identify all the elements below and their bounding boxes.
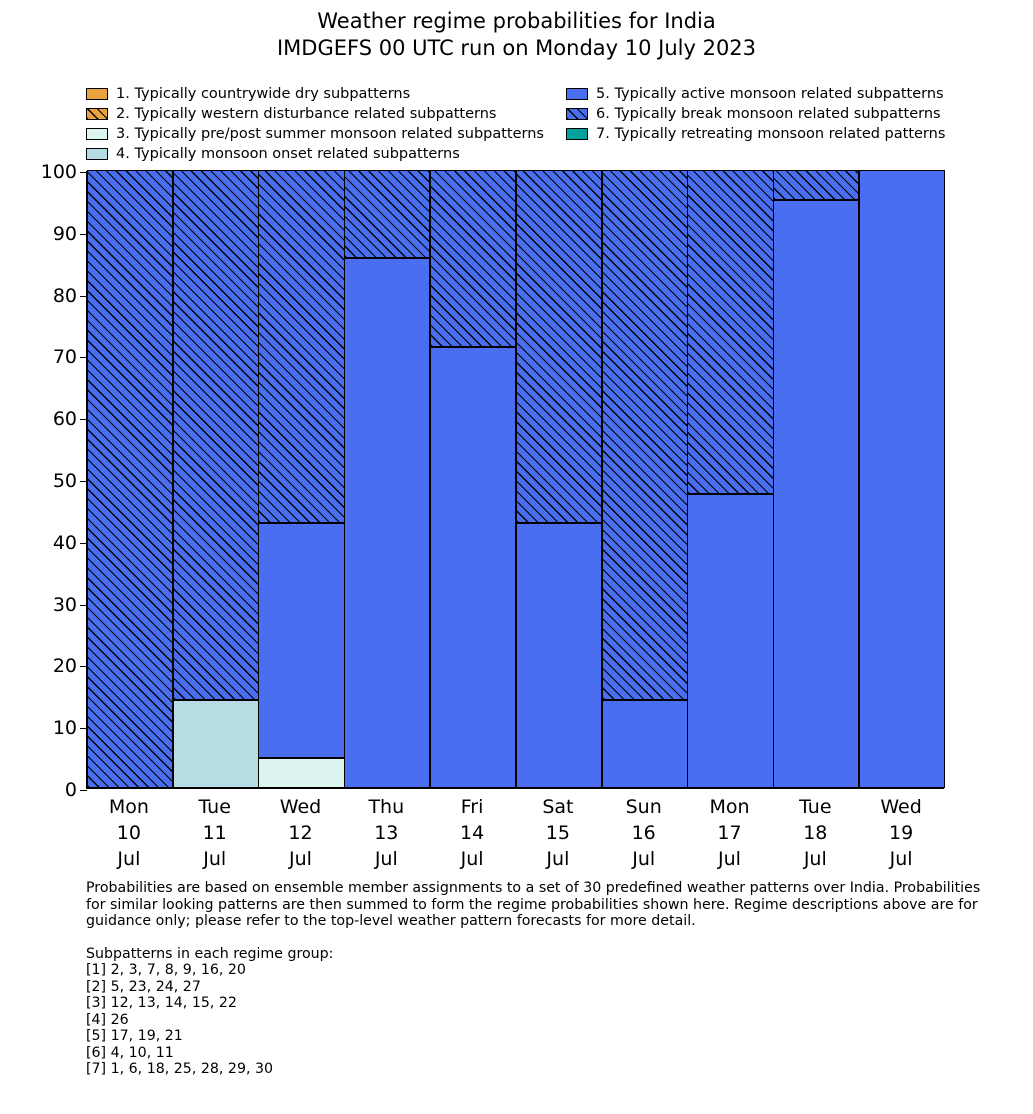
x-tick-day: Mon [709, 796, 750, 818]
bar-segment [430, 170, 516, 347]
subpattern-line: [5] 17, 19, 21 [86, 1028, 183, 1044]
y-tick-label-20: 20 [52, 655, 77, 678]
bar-segment [258, 170, 344, 523]
subpattern-line: [3] 12, 13, 14, 15, 22 [86, 995, 237, 1011]
x-tick-label [851, 794, 951, 872]
x-tick-month: Jul [117, 848, 141, 870]
subpattern-line: [4] 26 [86, 1011, 129, 1028]
x-tick-month: Jul [632, 848, 656, 870]
bar-segment [516, 170, 602, 523]
x-tick-date: 14 [460, 822, 485, 844]
x-tick-month: Jul [289, 848, 312, 870]
x-tick-day: Sun [625, 796, 662, 818]
legend-regime-1[interactable] [86, 84, 536, 104]
legend-column-right [566, 84, 1033, 144]
legend-regime-7-swatch [566, 128, 588, 140]
x-tick-day: Mon [108, 796, 149, 818]
y-tick-label-40: 40 [52, 531, 77, 554]
legend-regime-4-swatch [86, 148, 108, 160]
x-tick-date: 18 [803, 822, 828, 844]
x-tick-day: Wed [880, 796, 922, 818]
legend-regime-3-swatch [86, 128, 108, 140]
y-tick-label-10: 10 [52, 717, 77, 740]
bar-segment [602, 700, 688, 788]
bar-segment [258, 758, 344, 788]
bar-column[interactable] [87, 172, 173, 788]
x-tick-month: Jul [718, 848, 741, 870]
bar-column[interactable] [859, 172, 945, 788]
bar-segment [687, 170, 773, 494]
bar-segment [87, 170, 173, 788]
legend-regime-7-label: 7. Typically retreating monsoon related patterns [596, 126, 946, 142]
chart-title-line-1: Weather regime probabilities for India [317, 9, 716, 33]
x-tick-date: 19 [889, 822, 914, 844]
x-tick-day: Sat [542, 796, 574, 818]
y-tick-label-50: 50 [52, 470, 77, 492]
bar-segment [173, 700, 259, 788]
y-tick-label-90: 90 [52, 222, 77, 245]
x-tick-day: Fri [460, 796, 484, 818]
bar-segment [430, 347, 516, 788]
bar-segment [516, 523, 602, 788]
x-tick-day: Thu [368, 796, 405, 818]
x-tick-month: Jul [546, 848, 570, 870]
legend-regime-1-swatch [86, 88, 108, 100]
legend-regime-5-label: 5. Typically active monsoon related subpatterns [596, 86, 944, 102]
legend-regime-3[interactable] [86, 124, 544, 144]
y-tick-label-70: 70 [52, 346, 77, 369]
legend-column-left [86, 84, 544, 164]
x-tick-month: Jul [460, 848, 484, 870]
chart-title [0, 8, 1033, 62]
x-tick-month: Jul [889, 848, 913, 870]
x-tick-date: 17 [717, 822, 742, 844]
footnote-paragraph: Probabilities are based on ensemble member assignments to a set of 30 predefined weather patterns over India. Probabilities for similar looking patterns are then summed to form the regime probabilities shown here. Regime descriptions above are for guidance only; please refer to the top-level weather pattern forecasts for more detail. [86, 880, 981, 929]
y-tick-label-100: 100 [40, 161, 77, 183]
bar-segment [258, 523, 344, 758]
legend-regime-6-label: 6. Typically break monsoon related subpatterns [596, 106, 941, 122]
bar-column[interactable] [344, 172, 430, 788]
subpatterns-heading: Subpatterns in each regime group: [86, 945, 334, 962]
legend-regime-5[interactable] [566, 84, 1033, 104]
bar-segment [344, 258, 430, 788]
bar-segment [687, 494, 773, 788]
bar-segment [602, 170, 688, 700]
x-tick-date: 11 [202, 822, 227, 844]
legend-regime-3-label: 3. Typically pre/post summer monsoon related subpatterns [116, 126, 544, 142]
x-tick-date: 15 [545, 822, 570, 844]
bar-column[interactable] [688, 172, 774, 788]
footnotes [86, 880, 986, 1078]
plot-area [40, 161, 944, 801]
bar-segment [344, 170, 430, 258]
chart-legend [86, 84, 956, 164]
legend-regime-1-label: 1. Typically countrywide dry subpatterns [116, 86, 411, 102]
x-tick-day: Tue [799, 796, 832, 818]
subpattern-line: [6] 4, 10, 11 [86, 1044, 174, 1061]
legend-regime-4-label: 4. Typically monsoon onset related subpatterns [116, 146, 460, 162]
x-tick-day: Wed [279, 796, 322, 818]
y-tick-label-60: 60 [52, 408, 77, 431]
x-tick-date: 13 [374, 822, 399, 844]
x-tick-month: Jul [203, 848, 227, 870]
bar-column[interactable] [173, 172, 259, 788]
chart-title-line-2: IMDGEFS 00 UTC run on Monday 10 July 2023 [276, 36, 757, 60]
legend-regime-7[interactable] [566, 124, 1033, 144]
bar-segment [173, 170, 259, 700]
x-tick-date: 16 [631, 822, 656, 844]
subpattern-line: [2] 5, 23, 24, 27 [86, 978, 201, 995]
bar-segment [859, 170, 945, 788]
subpatterns-list [86, 962, 986, 1078]
bar-segment [773, 170, 859, 200]
legend-regime-6[interactable] [566, 104, 1033, 124]
y-tick-label-80: 80 [52, 284, 77, 307]
y-tick-label-30: 30 [52, 593, 77, 616]
legend-regime-6-swatch [566, 108, 588, 120]
bar-column[interactable] [516, 172, 602, 788]
x-tick-date: 10 [116, 822, 141, 844]
subpattern-line: [7] 1, 6, 18, 25, 28, 29, 30 [86, 1061, 274, 1077]
bar-column[interactable] [259, 172, 345, 788]
x-tick-month: Jul [803, 848, 827, 870]
subpattern-line: [1] 2, 3, 7, 8, 9, 16, 20 [86, 962, 246, 978]
legend-regime-4[interactable] [86, 144, 536, 164]
x-tick-day: Tue [198, 796, 231, 818]
legend-regime-2[interactable] [86, 104, 536, 124]
y-tick-label-0: 0 [64, 779, 77, 801]
bar-column[interactable] [773, 172, 859, 788]
x-tick-date: 12 [288, 822, 313, 844]
bar-segment [773, 200, 859, 788]
y-tick-mark-0 [80, 790, 87, 791]
legend-regime-2-swatch [86, 108, 108, 120]
bar-column[interactable] [430, 172, 516, 788]
legend-regime-5-swatch [566, 88, 588, 100]
legend-regime-2-label: 2. Typically western disturbance related subpatterns [116, 106, 497, 122]
x-tick-month: Jul [374, 848, 398, 870]
bar-column[interactable] [602, 172, 688, 788]
